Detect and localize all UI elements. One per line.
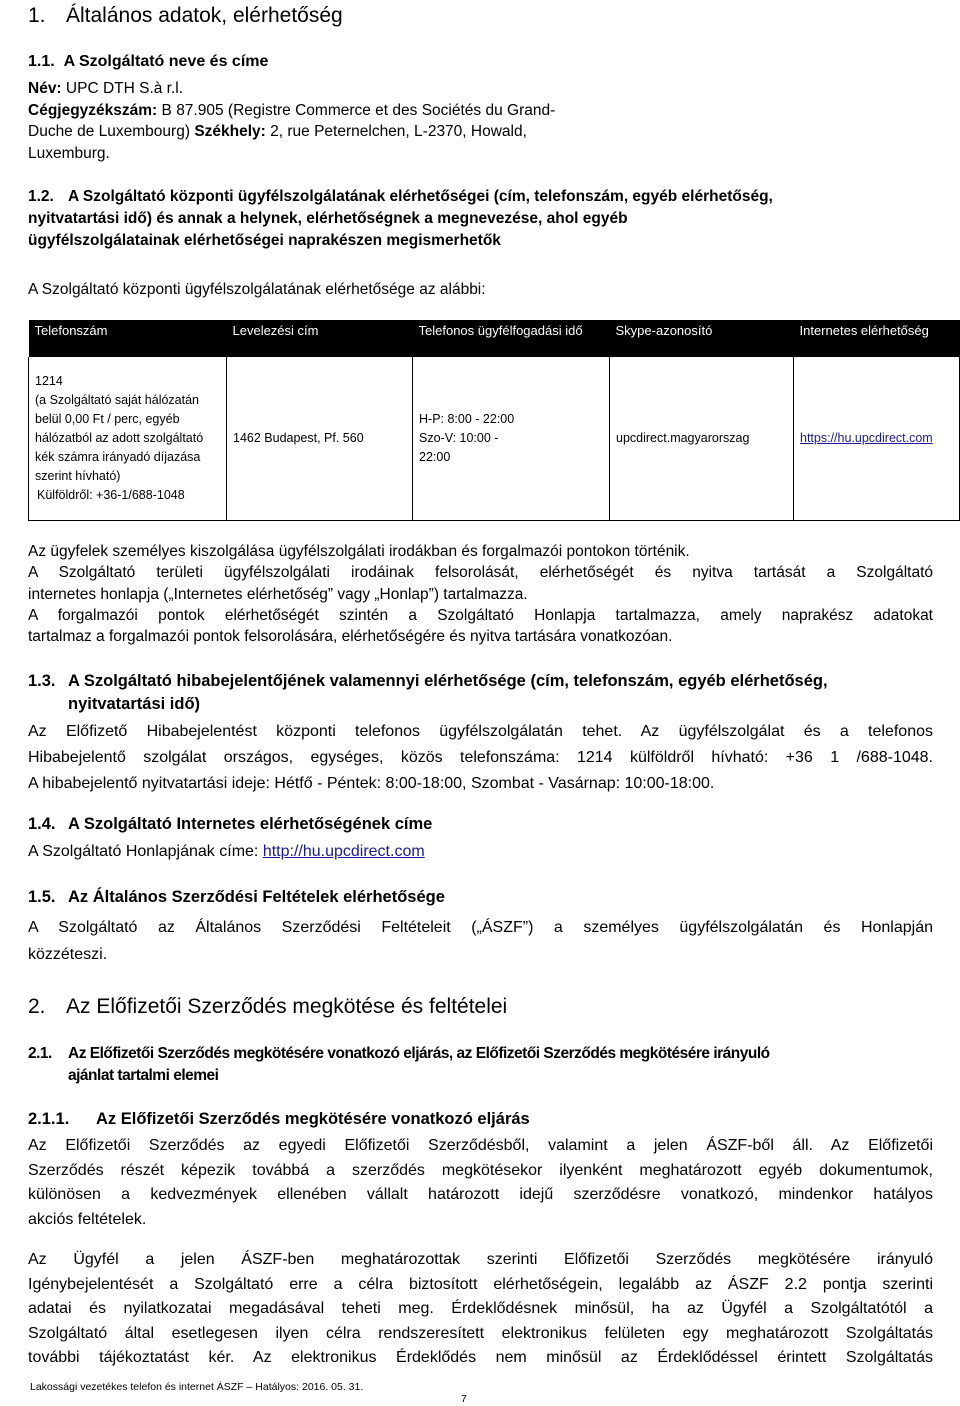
heading-1-title: Általános adatok, elérhetőség [66, 4, 343, 27]
section-title-line: nyitvatartási idő) [68, 695, 201, 713]
cell-line: (a Szolgáltató saját hálózatán [35, 393, 199, 407]
column-header: Telefonszám [29, 320, 227, 357]
text-line: különösen a kedvezmények ellenében vállalt határozott idejű szerződésre vonatkozó, mindenkor hatályos [28, 1186, 933, 1203]
address-cell: 1462 Budapest, Pf. 560 [227, 357, 413, 521]
fault-report-paragraph [28, 719, 933, 797]
heading-2-number: 2. [28, 995, 46, 1018]
service-paragraph [28, 541, 933, 647]
section-title-line: A Szolgáltató központi ügyfélszolgálatának elérhetőségei (cím, telefonszám, egyéb elérhetőség, [68, 188, 773, 205]
text-line: A hibabejelentő nyitvatartási ideje: Hétfő - Péntek: 8:00-18:00, Szombat - Vasárnap: 10:00-18:00. [28, 775, 715, 792]
page-number: 7 [461, 1393, 467, 1405]
text-line: Az Előfizető Hibabejelentést központi telefonos ügyfélszolgálatán tehet. Az ügyfélszolgálat és a telefonos [28, 723, 933, 740]
section-title-line: Az Előfizetői Szerződés megkötésére vonatkozó eljárás, az Előfizetői Szerződés megkötésére irányuló [68, 1045, 770, 1062]
text-line: tartalmaz a forgalmazói pontok felsorolására, elérhetőségére és nyitva tartására vonatkozóan. [28, 628, 673, 646]
section-1-1-heading [28, 51, 268, 73]
column-header: Internetes elérhetőség [794, 320, 960, 357]
heading-2 [28, 995, 507, 1019]
registry-label: Cégjegyzékszám: [28, 101, 158, 119]
text-line: A forgalmazói pontok elérhetőségét szintén a Szolgáltató Honlapja tartalmazza, amely naprakész adatokat [28, 606, 933, 624]
contact-table [28, 320, 960, 521]
name-value: UPC DTH S.à r.l. [65, 80, 184, 97]
contract-paragraph-1 [28, 1134, 933, 1232]
cell-line: kék számra irányadó díjazása [35, 450, 201, 464]
website-text: A Szolgáltató Honlapjának címe: [28, 843, 263, 860]
section-title: Az Előfizetői Szerződés megkötésére vonatkozó eljárás [96, 1110, 530, 1128]
text-line: Az Ügyfél a jelen ÁSZF-ben meghatározottak szerinti Előfizetői Szerződés megkötésére irányuló [28, 1251, 933, 1268]
text-line: további tájékoztatást kér. Az elektronikus Érdeklődés nem minősül az Érdeklődéssel érintett Szolgáltatás [28, 1349, 933, 1366]
heading-2-title: Az Előfizetői Szerződés megkötése és feltételei [66, 995, 508, 1018]
homepage-link[interactable]: http://hu.upcdirect.com [262, 843, 425, 860]
name-label: Név: [28, 80, 62, 97]
section-title: A Szolgáltató neve és címe [63, 53, 269, 70]
text-line: Igénybejelentését a Szolgáltató erre a célra biztosított elérhetőségein, legalább az ÁSZF 2.2 pontja szerinti [28, 1275, 933, 1293]
text-line: közzéteszi. [28, 946, 108, 963]
seat-value-cont: Luxemburg. [28, 144, 110, 162]
contract-paragraph-2 [28, 1248, 933, 1371]
heading-1 [28, 4, 343, 28]
text-line: Hibabejelentő szolgálat országos, egységes, közös telefonszáma: 1214 külföldről hívható: +36 1 /688-1048. [28, 749, 933, 766]
text-line: adatai és nyilatkozatai megadásával teheti meg. Érdeklődésnek minősül, ha az Ügyfél a Szolgáltatótól a [28, 1300, 933, 1317]
text-line: A Szolgáltató területi ügyfélszolgálati irodáinak felsorolását, elérhetőségét és nyitva tartását a Szolgáltató [28, 564, 933, 582]
skype-cell: upcdirect.magyarorszag [610, 357, 794, 521]
section-number: 1.2. [28, 188, 54, 205]
section-title-line: nyitvatartási idő) és annak a helynek, elérhetőségnek a megnevezése, ahol egyéb [28, 210, 628, 227]
column-header: Levelezési cím [227, 320, 413, 357]
seat-label: Székhely: [194, 123, 266, 140]
text-line: Az Előfizetői Szerződés az egyedi Előfizetői Szerződésből, valamint a jelen ÁSZF-ből áll. Az Előfizetői [28, 1137, 933, 1154]
text-line: A Szolgáltató az Általános Szerződési Feltételeit („ÁSZF”) a személyes ügyfélszolgálatán és Honlapján [28, 919, 933, 936]
text-line: internetes honlapja („Internetes elérhetőség” vagy „Honlap”) tartalmazza. [28, 585, 528, 603]
section-title-line: ügyfélszolgálatainak elérhetőségei naprakészen megismerhetők [28, 232, 501, 249]
column-header: Skype-azonosító [610, 320, 794, 357]
section-number: 1.5. [28, 888, 56, 906]
footer-text: Lakossági vezetékes telefon és internet ÁSZF – Hatályos: 2016. 05. 31. [30, 1381, 364, 1393]
seat-value: 2, rue Peternelchen, L-2370, Howald, [270, 123, 527, 140]
text-line: akciós feltételek. [28, 1210, 147, 1228]
text-line: Szolgáltató által esetlegesen ilyen célra rendszeresített elektronikus felületen egy meghatározott Szolgáltatás [28, 1324, 933, 1342]
section-number: 2.1.1. [28, 1110, 70, 1128]
cell-line: hálózatból az adott szolgáltató [35, 431, 204, 445]
section-number: 1.1. [28, 53, 55, 70]
registry-value: B 87.905 (Registre Commerce et des Sociétés du Grand- [161, 101, 556, 119]
section-title-line: ajánlat tartalmi elemei [68, 1067, 219, 1084]
cell-line: belül 0,00 Ft / perc, egyéb [35, 412, 180, 426]
section-title: Az Általános Szerződési Feltételek elérhetősége [68, 888, 445, 906]
hours-cell [413, 357, 610, 521]
registry-value-cont: Duche de Luxembourg) [28, 123, 190, 140]
cell-line: 22:00 [419, 450, 451, 464]
cell-line: szerint hívható) [35, 469, 121, 483]
cell-line: Szo-V: 10:00 - [419, 431, 499, 445]
section-number: 2.1. [28, 1045, 52, 1062]
contact-intro: A Szolgáltató központi ügyfélszolgálatának elérhetősége az alábbi: [28, 281, 486, 298]
column-header: Telefonos ügyfélfogadási idő [413, 320, 610, 357]
cell-line: H-P: 8:00 - 22:00 [419, 412, 515, 426]
company-details [28, 78, 933, 164]
table-header-row [29, 320, 960, 357]
section-title: A Szolgáltató Internetes elérhetőségének címe [68, 815, 433, 833]
phone-cell [29, 357, 227, 521]
section-number: 1.3. [28, 672, 56, 690]
cell-line: 1214 [35, 374, 63, 388]
website-paragraph [28, 841, 933, 862]
cell-line: Külföldről: +36-1/688-1048 [37, 488, 185, 502]
table-row [29, 357, 960, 521]
section-number: 1.4. [28, 815, 56, 833]
text-line: Az ügyfelek személyes kiszolgálása ügyfélszolgálati irodákban és forgalmazói pontokon történik. [28, 543, 690, 560]
text-line: Szerződés részét képezik továbbá a szerződés megkötésekor ilyenként meghatározott egyéb dokumentumok, [28, 1161, 933, 1179]
web-cell [794, 357, 960, 521]
heading-1-number: 1. [28, 4, 46, 27]
website-link[interactable]: https://hu.upcdirect.com [800, 431, 933, 445]
terms-paragraph [28, 914, 933, 968]
section-title-line: A Szolgáltató hibabejelentőjének valamennyi elérhetősége (cím, telefonszám, egyéb elérhetőség, [68, 672, 828, 690]
